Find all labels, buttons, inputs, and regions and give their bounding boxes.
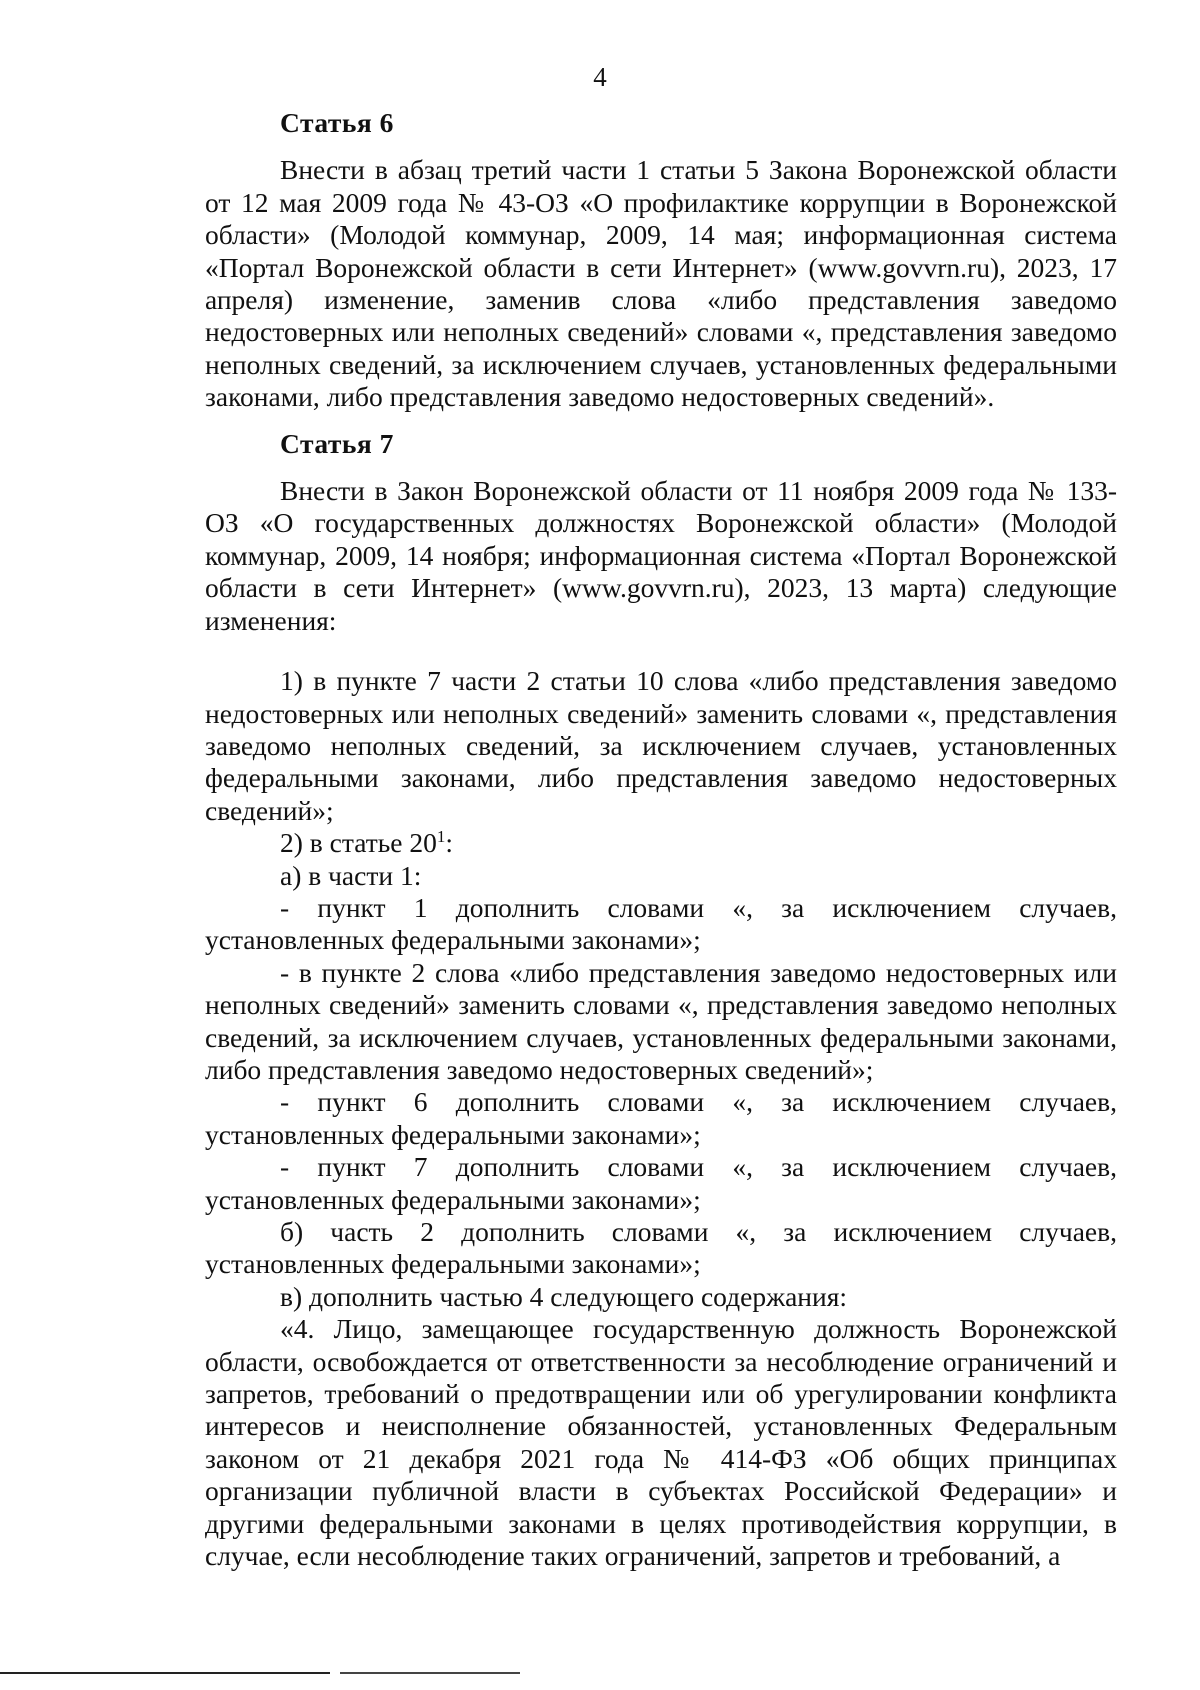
- item-2-prefix: 2) в статье 20: [280, 827, 437, 859]
- article-7-heading: Статья 7: [280, 427, 394, 459]
- dash-item-point-2: - в пункте 2 слова «либо представления заведомо недостоверных или неполных сведений» заменить словами «, представления заведомо неполных сведений, за исключением случаев, установленных федеральными законами, либо представления заведомо недостоверных сведений»;: [205, 956, 1117, 1085]
- item-1: 1) в пункте 7 части 2 статьи 10 слова «либо представления заведомо недостоверных или неполных сведений» заменить словами «, представления заведомо неполных сведений, за исключением случаев, установленных федеральными законами, либо представления заведомо недостоверных сведений»;: [205, 665, 1117, 826]
- item-2-suffix: :: [445, 827, 453, 859]
- item-2: [205, 827, 1117, 859]
- article-6-text: Внести в абзац третий части 1 статьи 5 Закона Воронежской области от 12 мая 2009 года № 43-ОЗ «О профилактике коррупции в Воронежской области» (Молодой коммунар, 2009, 14 мая; информационная система «Портал Воронежской области в сети Интернет» (www.govvrn.ru), 2023, 17 апреля) изменение, заменив слова «либо представления заведомо недостоверных или неполных сведений» словами «, представления заведомо неполных сведений, за исключением случаев, установленных федеральными законами, либо представления заведомо недостоверных сведений».: [205, 154, 1117, 413]
- article-7-intro: Внести в Закон Воронежской области от 11 ноября 2009 года № 133-ОЗ «О государственных должностях Воронежской области» (Молодой коммунар, 2009, 14 ноября; информационная система «Портал Воронежской области в сети Интернет» (www.govvrn.ru), 2023, 13 марта) следующие изменения:: [205, 475, 1117, 636]
- article-6-heading: Статья 6: [280, 107, 394, 138]
- sub-item-a: а) в части 1:: [280, 859, 422, 891]
- document-body: [205, 107, 1117, 1572]
- part-4-text: «4. Лицо, замещающее государственную должность Воронежской области, освобождается от ответственности за несоблюдение ограничений и запретов, требований о предотвращении или об урегулировании конфликта интересов и неисполнение обязанностей, установленных Федеральным законом от 21 декабря 2021 года № 414-ФЗ «Об общих принципах организации публичной власти в субъектах Российской Федерации» и другими федеральными законами в целях противодействия коррупции, в случае, если несоблюдение таких ограничений, запретов и требований, а: [205, 1313, 1117, 1572]
- dash-item-point-7: - пункт 7 дополнить словами «, за исключением случаев, установленных федеральными законами»;: [205, 1151, 1117, 1215]
- scan-edge-rule: [0, 1672, 520, 1674]
- item-2-superscript: 1: [436, 826, 446, 846]
- dash-item-point-1: - пункт 1 дополнить словами «, за исключением случаев, установленных федеральными законами»;: [205, 891, 1117, 956]
- page-number: 4: [593, 62, 607, 92]
- dash-item-point-6: - пункт 6 дополнить словами «, за исключением случаев, установленных федеральными законами»;: [205, 1086, 1117, 1150]
- sub-item-v: в) дополнить частью 4 следующего содержания:: [280, 1280, 847, 1312]
- sub-item-b: б) часть 2 дополнить словами «, за исключением случаев, установленных федеральными законами»;: [205, 1216, 1117, 1280]
